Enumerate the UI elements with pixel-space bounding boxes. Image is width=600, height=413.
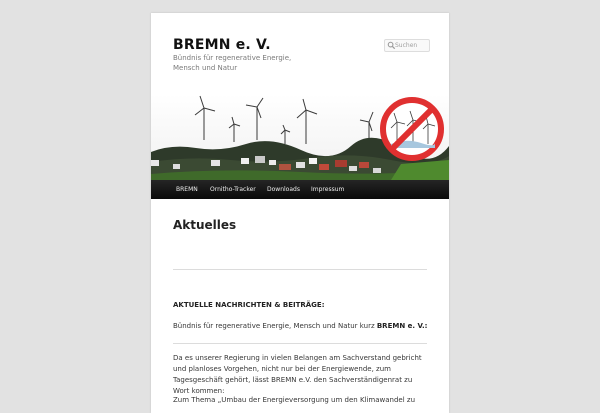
title-divider <box>173 269 427 270</box>
page-container <box>151 13 449 413</box>
section-heading: AKTUELLE NACHRICHTEN & BEITRÄGE: <box>173 301 325 309</box>
nav-item-bremn[interactable]: BREMN <box>176 186 198 193</box>
prohibition-sign-icon <box>383 100 441 158</box>
intro-text <box>173 321 429 332</box>
intro-text-body: Bündnis für regenerative Energie, Mensch und Natur kurz <box>173 322 377 330</box>
search-box[interactable] <box>384 39 430 52</box>
search-input[interactable] <box>395 40 429 51</box>
page-title: Aktuelles <box>173 218 237 232</box>
site-title[interactable]: BREMN e. V. <box>173 37 271 53</box>
header-banner-image <box>151 94 449 180</box>
paragraph-2: Zum Thema „Umbau der Energieversorgung um den Klimawandel zu <box>173 396 416 404</box>
site-description: Bündnis für regenerative Energie, Mensch und Natur <box>173 54 292 72</box>
paragraph-1: Da es unserer Regierung in vielen Belangen am Sachverstand gebricht und planloses Vorgehen, nicht nur bei der Energiewende, zum Tagesgeschäft gehört, lässt BREMN e.V. den Sachverständigenrat zu Wort kommen: <box>173 354 422 395</box>
content-divider <box>173 343 427 344</box>
intro-text-strong: BREMN e. V.: <box>376 322 428 330</box>
nav-item-ornitho-tracker[interactable]: Ornitho-Tracker <box>210 186 256 193</box>
main-navigation <box>151 180 449 199</box>
nav-item-impressum[interactable]: Impressum <box>311 186 345 193</box>
nav-item-downloads[interactable]: Downloads <box>267 186 300 193</box>
